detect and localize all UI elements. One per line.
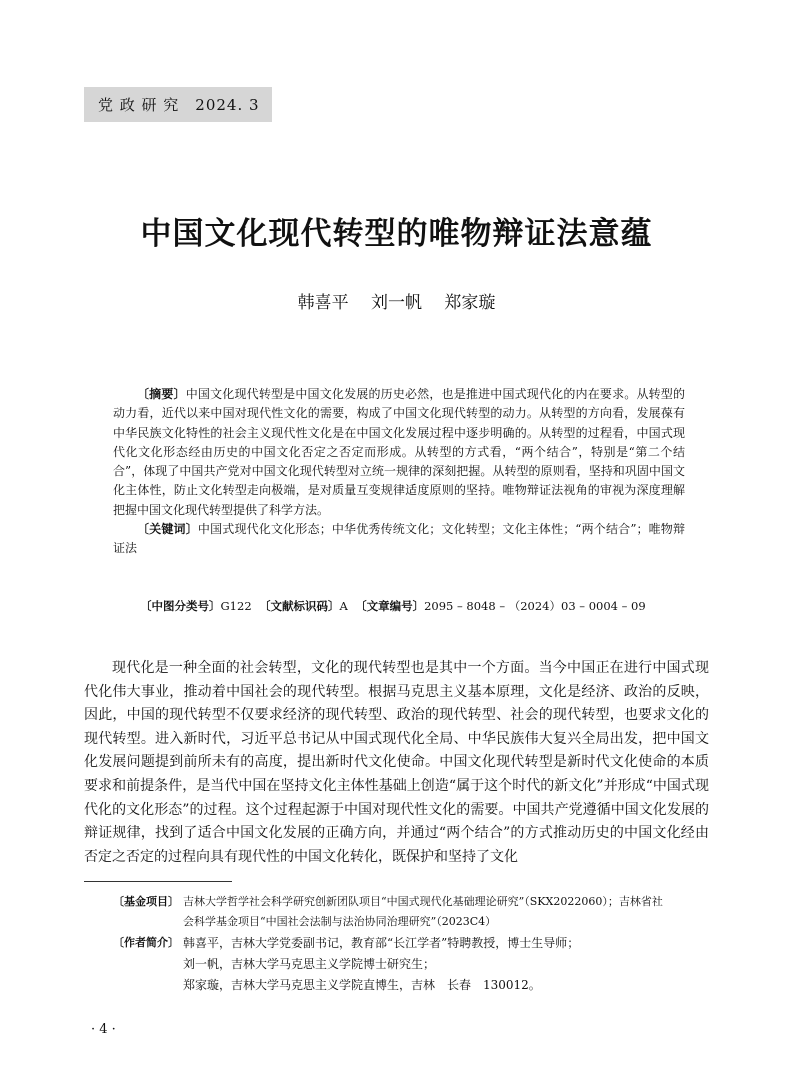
article-authors: 韩喜平 刘一帆 郑家璇 xyxy=(297,293,496,313)
clc-value: G122 xyxy=(220,599,252,613)
author-bio-line: 刘一帆，吉林大学马克思主义学院博士研究生； xyxy=(183,957,436,971)
author-note xyxy=(113,933,713,996)
fund-label: 〔基金项目〕 xyxy=(113,895,179,908)
clc-label: 〔中图分类号〕 xyxy=(140,599,221,613)
abstract-paragraph xyxy=(113,385,685,520)
body-text xyxy=(84,657,709,869)
author-bio-text xyxy=(183,933,713,996)
journal-issue-label: 党 政 研 究 2024. 3 xyxy=(98,96,260,114)
keywords-text: 中国式现代化文化形态；中华优秀传统文化；文化转型；文化主体性；“两个结合”；唯物辩证法 xyxy=(113,522,685,556)
abstract-section xyxy=(113,385,685,559)
fund-text xyxy=(183,892,713,931)
abstract-text: 中国文化现代转型是中国文化发展的历史必然，也是推进中国式现代化的内在要求。从转型的动力看，近代以来中国对现代性文化的需要，构成了中国文化现代转型的动力。从转型的方向看，发展葆有中华民族文化特性的社会主义现代性文化是在中国文化发展过程中逐步明确的。从转型的过程看，中国式现代化文化形态经由历史的中国文化否定之否定而形成。从转型的方式看，“两个结合”，特别是“第二个结合”，体现了中国共产党对中国文化现代转型对立统一规律的深刻把握。从转型的原则看，坚持和巩固中国文化主体性，防止文化转型走向极端，是对质量互变规律适度原则的坚持。唯物辩证法视角的审视为深度理解把握中国文化现代转型提供了科学方法。 xyxy=(113,387,685,517)
author-bio-line: 韩喜平，吉林大学党委副书记，教育部“长江学者”特聘教授，博士生导师； xyxy=(183,936,580,950)
doc-code-label: 〔文献标识码〕 xyxy=(258,599,340,613)
journal-header-tag xyxy=(84,87,272,122)
author-bio-label: 〔作者简介〕 xyxy=(113,936,179,949)
fund-line: 吉林大学哲学社会科学研究创新团队项目“中国式现代化基础理论研究”（SKX2022060）；吉林省社 xyxy=(183,895,663,908)
page-number: · 4 · xyxy=(91,1022,116,1037)
body-paragraph: 现代化是一种全面的社会转型，文化的现代转型也是其中一个方面。当今中国正在进行中国式现代化伟大事业，推动着中国社会的现代转型。根据马克思主义基本原理，文化是经济、政治的反映，因此，中国的现代转型不仅要求经济的现代转型、政治的现代转型、社会的现代转型，也要求文化的现代转型。进入新时代，习近平总书记从中国式现代化全局、中华民族伟大复兴全局出发，把中国文化发展问题提到前所未有的高度，提出新时代文化使命。中国文化现代转型是新时代文化使命的本质要求和前提条件，是当代中国在坚持文化主体性基础上创造“属于这个时代的新文化”并形成“中国式现代化的文化形态”的过程。这个过程起源于中国对现代性文化的需要。中国共产党遵循中国文化发展的辩证规律，找到了适合中国文化发展的正确方向，并通过“两个结合”的方式推动历史的中国文化经由否定之否定的过程向具有现代性的中国文化转化，既保护和坚持了文化 xyxy=(84,660,709,865)
abstract-label: 〔摘要〕 xyxy=(137,387,186,401)
footnotes xyxy=(113,892,713,996)
article-title: 中国文化现代转型的唯物辩证法意蕴 xyxy=(140,216,653,252)
author-bio-line: 郑家璇，吉林大学马克思主义学院直博生，吉林 长春 130012。 xyxy=(183,978,541,992)
keywords-label: 〔关键词〕 xyxy=(137,522,198,537)
classification-line xyxy=(140,598,700,614)
fund-line: 会科学基金项目“中国社会法制与法治协同治理研究”（2023C4） xyxy=(183,914,497,928)
footnote-divider xyxy=(84,881,232,882)
keywords-paragraph xyxy=(113,520,685,559)
doc-code-value: A xyxy=(339,599,348,613)
fund-note xyxy=(113,892,713,931)
article-number-label: 〔文章编号〕 xyxy=(355,599,425,613)
article-number-value: 2095 – 8048 – （2024）03 – 0004 – 09 xyxy=(424,599,646,613)
